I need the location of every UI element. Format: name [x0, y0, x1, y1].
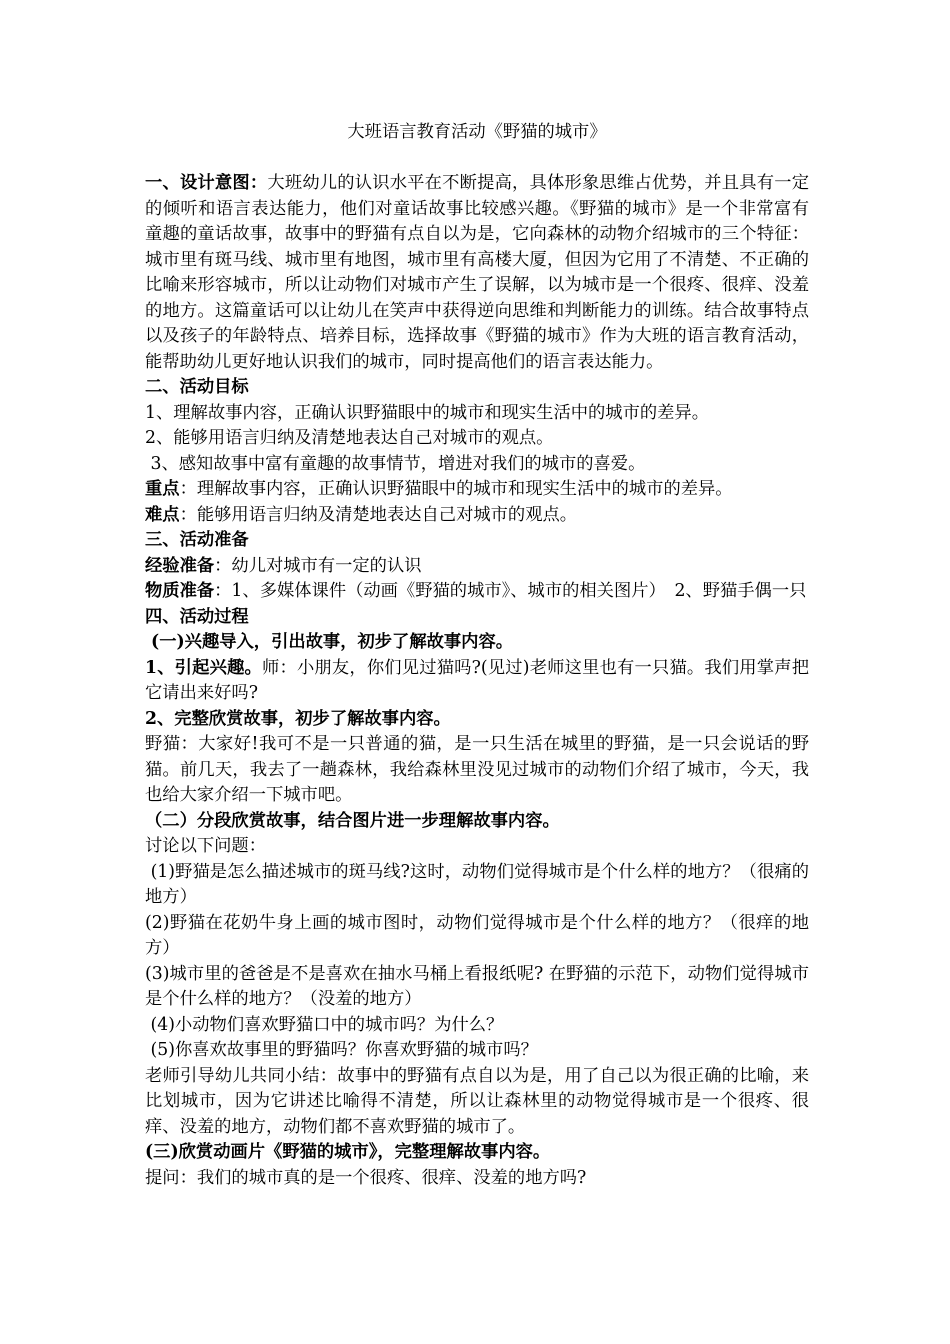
key-point-text: ：理解故事内容，正确认识野猫眼中的城市和现实生活中的城市的差异。 — [179, 479, 733, 499]
difficult-point-text: ：能够用语言归纳及清楚地表达自己对城市的观点。 — [179, 504, 578, 525]
key-point-label: 重点 — [145, 479, 180, 499]
design-intent-paragraph — [145, 171, 809, 375]
material-preparation-label: 物质准备 — [145, 581, 215, 601]
summary-paragraph: 老师引导幼儿共同小结：故事中的野猫有点自以为是，用了自己以为很正确的比喻，来比划城市，因为它讲述比喻得不清楚，所以让森林里的动物觉得城市是一个很疼、很痒、没羞的地方，动物们都不喜欢野猫的城市了。 — [145, 1065, 809, 1137]
step1-1-text: 师：小朋友，你们见过猫吗?(见过)老师这里也有一只猫。我们用掌声把它请出来好吗? — [145, 657, 809, 703]
question-2: (2)野猫在花奶牛身上画的城市图时，动物们觉得城市是个什么样的地方？（很痒的地方） — [145, 912, 809, 958]
step1-1-paragraph — [145, 656, 809, 707]
question-4: (4)小动物们喜欢野猫口中的城市吗？为什么？ — [145, 1014, 504, 1035]
step1-heading: (一)兴趣导入，引出故事，初步了解故事内容。 — [145, 632, 514, 652]
document-page — [145, 120, 809, 1191]
step3-heading: (三)欣赏动画片《野猫的城市》，完整理解故事内容。 — [145, 1142, 551, 1162]
step2-heading: （二）分段欣赏故事，结合图片进一步理解故事内容。 — [145, 810, 560, 831]
goal-item-2: 2、能够用语言归纳及清楚地表达自己对城市的观点。 — [145, 428, 554, 448]
material-preparation-text: ：1、多媒体课件（动画《野猫的城市》、城市的相关图片） 2、野猫手偶一只 — [214, 581, 807, 601]
difficult-point-label: 难点 — [145, 504, 180, 525]
question-5: (5)你喜欢故事里的野猫吗？你喜欢野猫的城市吗？ — [145, 1040, 538, 1060]
step1-2-heading: 2、完整欣赏故事，初步了解故事内容。 — [145, 708, 451, 729]
goal-item-1: 1、理解故事内容，正确认识野猫眼中的城市和现实生活中的城市的差异。 — [145, 402, 709, 423]
key-point — [145, 477, 809, 503]
experience-preparation-label: 经验准备 — [145, 555, 215, 576]
goals-heading: 二、活动目标 — [145, 377, 249, 397]
design-intent-heading: 一、设计意图： — [145, 173, 268, 193]
design-intent-text: 大班幼儿的认识水平在不断提高，具体形象思维占优势，并且具有一定的倾听和语言表达能力，他们对童话故事比较感兴趣。《野猫的城市》是一个非常富有童趣的童话故事，故事中的野猫有点自以为是，它向森林的动物介绍城市的三个特征：城市里有斑马线、城市里有地图，城市里有高楼大厦，但因为它用了不清楚、不正确的比喻来形容城市，所以让动物们对城市产生了误解，以为城市是一个很疼、很痒、没羞的地方。这篇童话可以让幼儿在笑声中获得逆向思维和判断能力的训练。结合故事特点以及孩子的年龄特点、培养目标，选择故事《野猫的城市》作为大班的语言教育活动，能帮助幼儿更好地认识我们的城市，同时提高他们的语言表达能力。 — [145, 173, 809, 372]
question-3: (3)城市里的爸爸是不是喜欢在抽水马桶上看报纸呢? 在野猫的示范下，动物们觉得城市是个什么样的地方？（没羞的地方） — [145, 963, 809, 1009]
question-1: (1)野猫是怎么描述城市的斑马线?这时，动物们觉得城市是个什么样的地方？（很痛的地方） — [145, 861, 809, 907]
difficult-point — [145, 503, 809, 529]
preparation-heading: 三、活动准备 — [145, 530, 249, 550]
step1-2-text: 野猫：大家好!我可不是一只普通的猫，是一只生活在城里的野猫，是一只会说话的野猫。前几天，我去了一趟森林，我给森林里没见过城市的动物们介绍了城市，今天，我也给大家介绍一下城市吧。 — [145, 734, 809, 805]
experience-preparation-text: ：幼儿对城市有一定的认识 — [214, 555, 422, 576]
experience-preparation — [145, 554, 809, 580]
process-heading: 四、活动过程 — [145, 606, 249, 627]
step1-1-label: 1、引起兴趣。 — [145, 657, 263, 678]
step3-text: 提问：我们的城市真的是一个很疼、很痒、没羞的地方吗? — [145, 1167, 587, 1188]
material-preparation — [145, 579, 809, 605]
document-title: 大班语言教育活动《野猫的城市》 — [347, 122, 607, 142]
discuss-intro: 讨论以下问题： — [145, 836, 266, 856]
goal-item-3: 3、感知故事中富有童趣的故事情节，增进对我们的城市的喜爱。 — [145, 453, 646, 474]
